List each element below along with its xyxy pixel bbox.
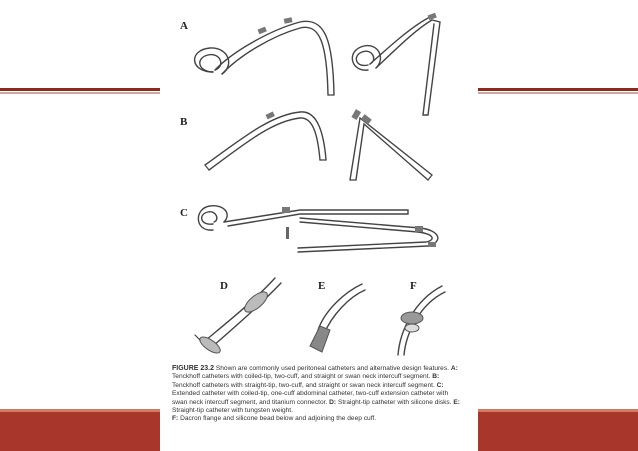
caption-text-b: Tenckhoff catheters with straight-tip, two-cuff, and straight or swan neck intercuff segment.: [172, 381, 435, 389]
catheter-c-extended: [198, 206, 438, 252]
catheter-f-flange: [398, 286, 445, 355]
caption-text-e: Straight-tip catheter with tungsten weight.: [172, 407, 293, 415]
panel-label-d: D: [220, 280, 228, 292]
caption-text-c: Extended catheter with coiled-tip, one-cuff abdominal catheter, two-cuff extension catheter with swan neck intercuff segment, and titanium connector.: [172, 390, 449, 406]
caption-text-f: Dacron flange and silicone bead below and adjoining the deep cuff.: [180, 415, 377, 423]
caption-key-b: B:: [432, 373, 440, 381]
catheter-b-swan: [350, 109, 432, 180]
catheter-a-coiled: [195, 17, 334, 95]
caption-text-d: Straight-tip catheter with silicone disks.: [337, 398, 452, 406]
caption-intro: Shown are commonly used peritoneal catheters and alternative design features.: [215, 365, 449, 372]
catheter-e-weight: [310, 284, 365, 352]
caption-key-a: A:: [450, 365, 458, 372]
caption-text-a: Tenckhoff catheters with coiled-tip, two-cuff, and straight or swan neck intercuff segment.: [172, 373, 431, 381]
catheter-b-curved: [205, 111, 326, 170]
caption-key-c: C:: [436, 381, 444, 389]
figure-caption: [172, 365, 462, 424]
caption-key-d: D:: [329, 398, 337, 406]
caption-key-f: F:: [172, 415, 179, 423]
catheter-a-swan: [352, 13, 440, 115]
caption-key-e: E:: [453, 398, 460, 406]
figure-number: FIGURE 23.2: [172, 365, 215, 372]
catheter-d-disks: [195, 278, 281, 356]
panel-label-a: A: [180, 20, 188, 32]
panel-label-e: E: [318, 280, 326, 292]
panel-label-c: C: [180, 207, 188, 219]
panel-label-f: F: [410, 280, 417, 292]
panel-label-b: B: [180, 116, 188, 128]
